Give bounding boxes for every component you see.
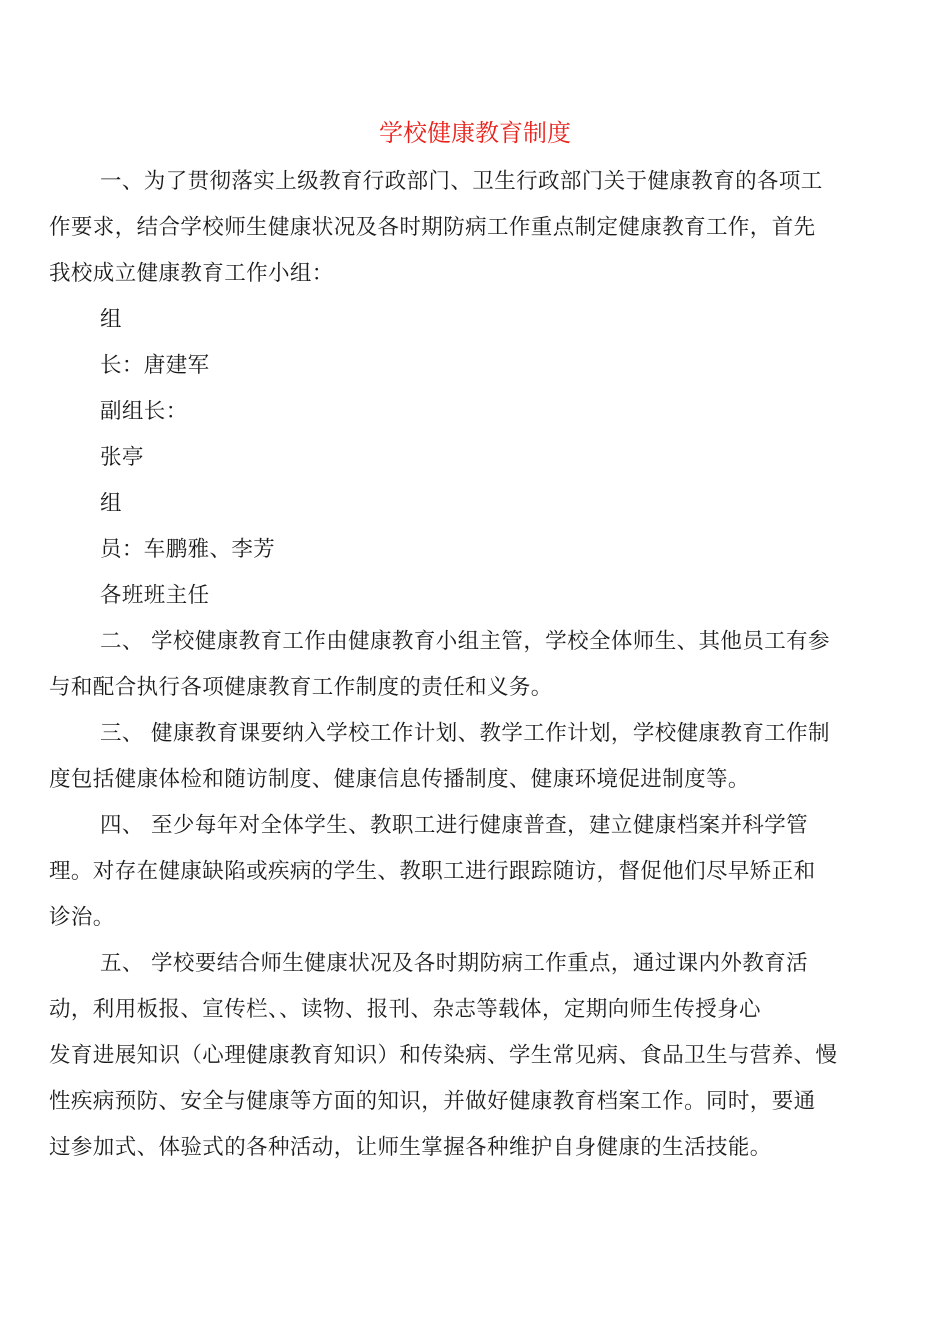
text-line: 组 bbox=[100, 307, 122, 332]
text-line: 副组长： bbox=[100, 399, 188, 424]
document-title: 学校健康教育制度 bbox=[379, 119, 571, 147]
text-line: 五、 学校要结合师生健康状况及各时期防病工作重点，通过课内外教育活 bbox=[100, 951, 809, 976]
text-line: 动，利用板报、宣传栏、、读物、报刊、杂志等载体，定期向师生传授身心 bbox=[49, 997, 761, 1022]
text-line: 我校成立健康教育工作小组： bbox=[49, 261, 334, 286]
text-line: 二、 学校健康教育工作由健康教育小组主管，学校全体师生、其他员工有参 bbox=[100, 629, 830, 654]
text-line: 度包括健康体检和随访制度、健康信息传播制度、健康环境促进制度等。 bbox=[49, 767, 750, 792]
text-line: 理。对存在健康缺陷或疾病的学生、教职工进行跟踪随访，督促他们尽早矫正和 bbox=[49, 859, 816, 884]
text-line: 组 bbox=[100, 491, 122, 516]
text-line: 员：车鹏雅、李芳 bbox=[100, 537, 276, 562]
text-line: 诊治。 bbox=[49, 905, 115, 930]
text-line: 各班班主任 bbox=[100, 583, 210, 608]
text-line: 一、为了贯彻落实上级教育行政部门、卫生行政部门关于健康教育的各项工 bbox=[100, 169, 823, 194]
text-line: 性疾病预防、安全与健康等方面的知识，并做好健康教育档案工作。同时，要通 bbox=[49, 1089, 816, 1114]
text-line: 长：唐建军 bbox=[100, 353, 210, 378]
text-line: 四、 至少每年对全体学生、教职工进行健康普查，建立健康档案并科学管 bbox=[100, 813, 809, 838]
text-line: 作要求，结合学校师生健康状况及各时期防病工作重点制定健康教育工作，首先 bbox=[49, 215, 816, 240]
text-line: 三、 健康教育课要纳入学校工作计划、教学工作计划，学校健康教育工作制 bbox=[100, 721, 830, 746]
text-line: 过参加式、体验式的各种活动，让师生掌握各种维护自身健康的生活技能。 bbox=[49, 1135, 772, 1160]
text-line: 与和配合执行各项健康教育工作制度的责任和义务。 bbox=[49, 675, 553, 700]
text-line: 发育进展知识（心理健康教育知识）和传染病、学生常见病、食品卫生与营养、慢 bbox=[49, 1043, 838, 1068]
text-line: 张亭 bbox=[100, 445, 144, 470]
